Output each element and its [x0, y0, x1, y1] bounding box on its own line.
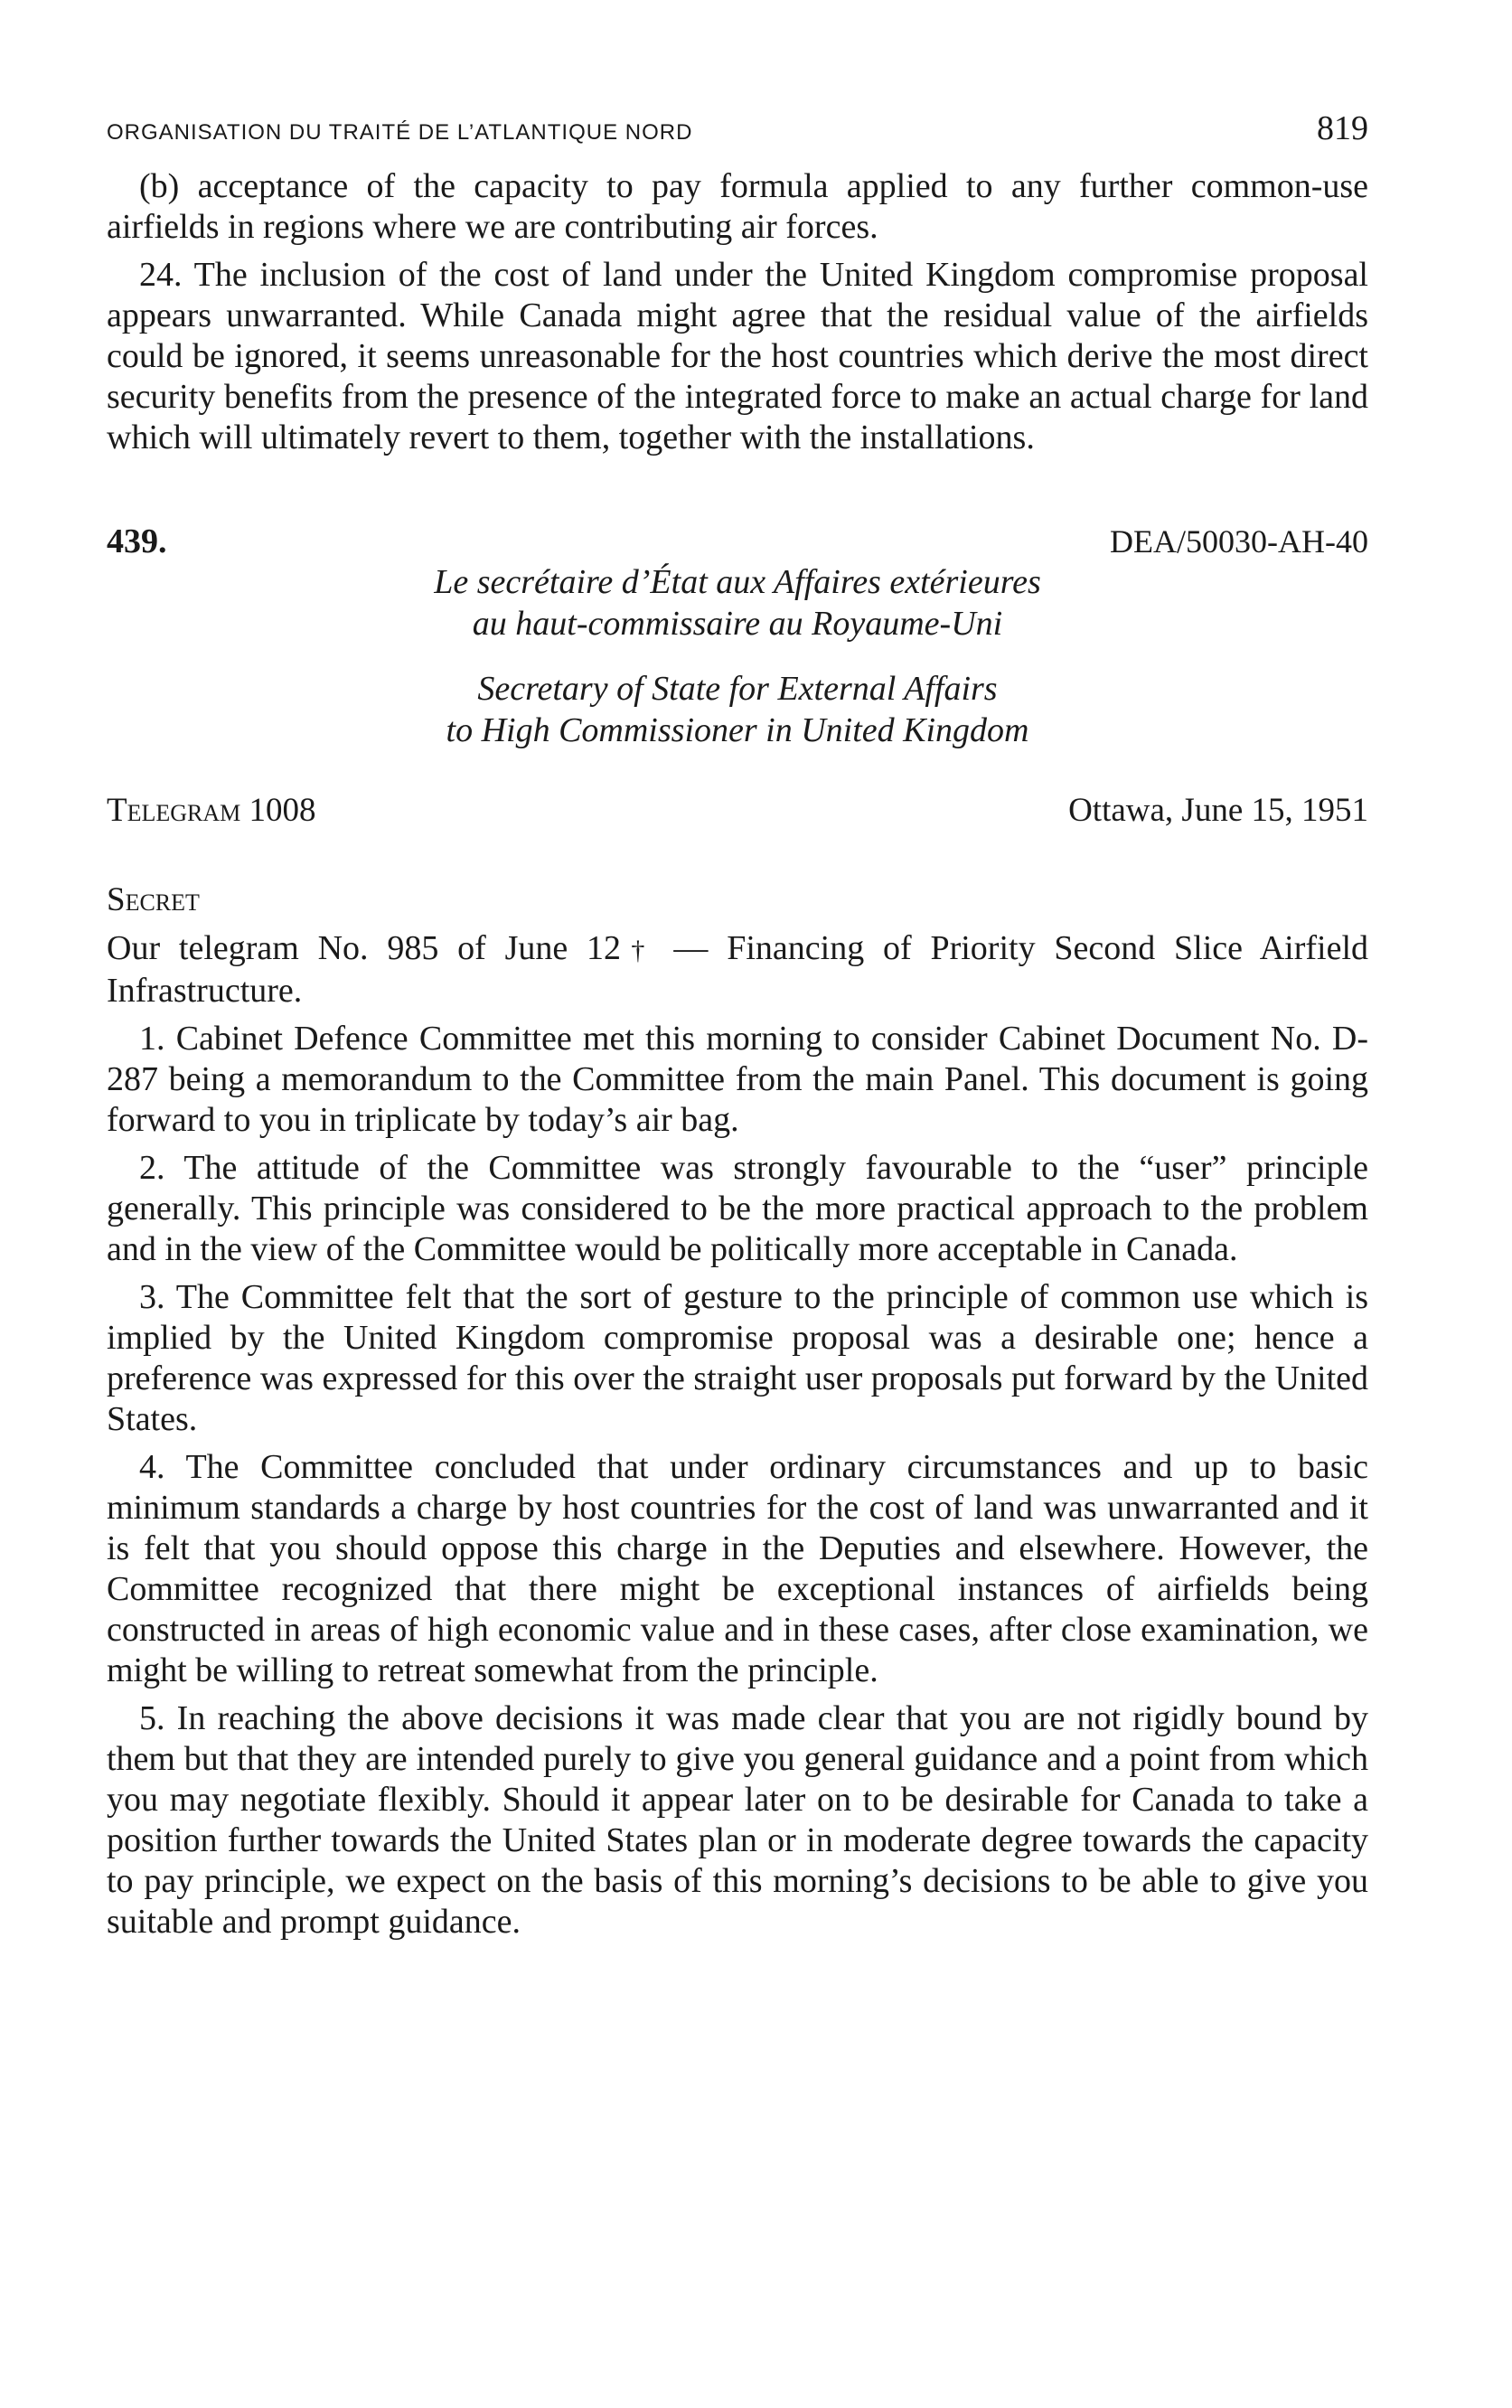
paragraph-24: 24. The inclusion of the cost of land under the United Kingdom compromise proposal appears unwarranted. While Canada might agree that the residual value of the airfields could be ignored, it seems unreasonable for the host countries which derive the most direct security benefits from the presence of the integrated force to make an actual charge for land which will ultimately revert to them, together with the installations. — [107, 256, 1368, 456]
document-page — [107, 108, 1368, 1950]
title-fr-line-2: au haut-commissaire au Royaume-Uni — [472, 605, 1003, 643]
running-title: ORGANISATION DU TRAITÉ DE L’ATLANTIQUE NORD — [107, 120, 693, 145]
intro-paragraph — [107, 928, 1368, 1011]
intro-text-end: — Financing of Priority Second Slice Airfield Infrastructure. — [107, 929, 1368, 1010]
place-date: Ottawa, June 15, 1951 — [1068, 792, 1368, 829]
title-block — [107, 561, 1368, 751]
paragraph-2: 2. The attitude of the Committee was strongly favourable to the “user” principle generally. This principle was considered to be the more practical approach to the problem and in the view of the Committee would be politically more acceptable in Canada. — [107, 1149, 1368, 1268]
dagger-mark: † — [621, 936, 655, 965]
telegram-line — [107, 791, 1368, 830]
document-number: 439. — [107, 522, 167, 560]
document-reference: DEA/50030-AH-40 — [1110, 523, 1368, 560]
running-header — [107, 108, 1368, 166]
paragraph-b: (b) acceptance of the capacity to pay formula applied to any further common-use airfields in regions where we are contributing air forces. — [107, 167, 1368, 246]
title-en-line-1: Secretary of State for External Affairs — [477, 670, 998, 708]
intro-text-start: Our telegram No. 985 of June 12 — [107, 929, 622, 967]
title-fr-line-1: Le secrétaire d’État aux Affaires extérieures — [434, 563, 1041, 601]
page-number: 819 — [1317, 109, 1368, 147]
paragraph-3: 3. The Committee felt that the sort of gesture to the principle of common use which is implied by the United Kingdom compromise proposal was a desirable one; hence a preference was expressed for this over the straight user proposals put forward by the United States. — [107, 1278, 1368, 1438]
title-en-line-2: to High Commissioner in United Kingdom — [446, 711, 1029, 749]
document-heading — [107, 522, 1368, 561]
paragraph-5: 5. In reaching the above decisions it was made clear that you are not rigidly bound by them but that they are intended purely to give you general guidance and a point from which you may negotiate flexibly. Should it appear later on to be desirable for Canada to take a position further towards the United States plan or in moderate degree towards the capacity to pay principle, we expect on the basis of this morning’s decisions to be able to give you suitable and prompt guidance. — [107, 1699, 1368, 1941]
paragraph-4: 4. The Committee concluded that under ordinary circumstances and up to basic minimum standards a charge by host countries for the cost of land was unwarranted and it is felt that you should oppose this charge in the Deputies and elsewhere. However, the Committee recognized that there might be exceptional instances of airfields being constructed in areas of high economic value and in these cases, after close examination, we might be willing to retreat somewhat from the principle. — [107, 1448, 1368, 1689]
telegram-number: Telegram 1008 — [107, 792, 316, 829]
paragraph-1: 1. Cabinet Defence Committee met this morning to consider Cabinet Document No. D-287 being a memorandum to the Committee from the main Panel. This document is going forward to you in triplicate by today’s air bag. — [107, 1020, 1368, 1139]
classification: Secret — [107, 881, 200, 918]
